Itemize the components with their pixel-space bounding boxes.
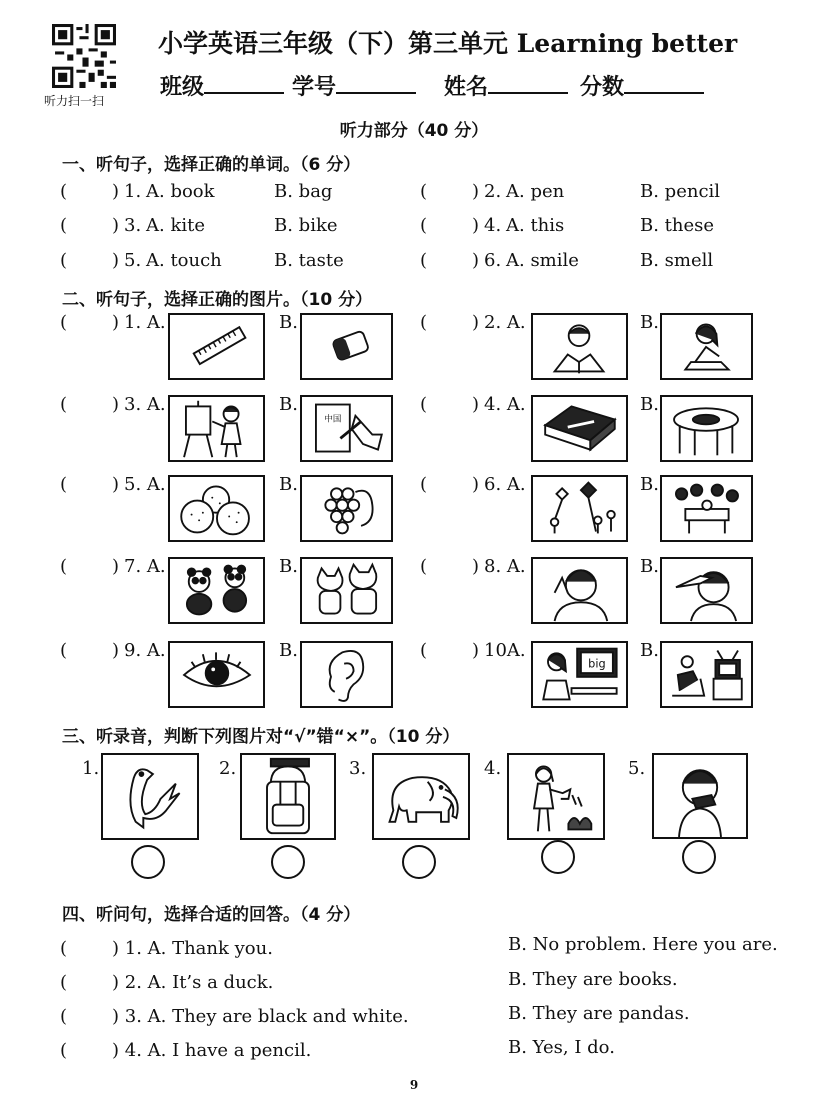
writing-hand-icon <box>316 405 382 452</box>
answer-paren[interactable]: ( <box>420 181 428 202</box>
q-label: 3. A. <box>124 394 166 415</box>
number-blank[interactable] <box>336 74 416 94</box>
option-b: B. taste <box>274 250 344 271</box>
picture-grapes[interactable] <box>300 475 393 542</box>
q-close: ) <box>472 250 480 271</box>
number-field: 学号 <box>292 70 416 101</box>
answer-paren[interactable]: ( <box>420 394 428 415</box>
bird-icon <box>130 769 179 827</box>
q-label: 8. A. <box>484 556 526 577</box>
ruler-icon <box>194 327 246 364</box>
name-field: 姓名 <box>444 70 568 101</box>
section2-heading: 二、听句子，选择正确的图片。（10 分） <box>62 290 373 310</box>
q-close: ) <box>112 474 120 495</box>
eraser-icon <box>332 331 369 361</box>
picture-girl-painting[interactable] <box>168 395 265 462</box>
answer-circle[interactable] <box>271 845 305 879</box>
q-close: ) <box>112 181 120 202</box>
q-label: 7. A. <box>124 556 166 577</box>
pencil-box-icon <box>545 406 615 449</box>
q-close: ) <box>472 394 480 415</box>
picture-pencil-box[interactable] <box>531 395 628 462</box>
option-b-label: B. <box>279 474 298 495</box>
picture-ruler[interactable] <box>168 313 265 380</box>
picture-cats[interactable] <box>300 557 393 624</box>
pandas-icon <box>187 566 246 615</box>
option-b: B. bike <box>274 215 338 236</box>
q-label: 2. A. <box>484 312 526 333</box>
answer-paren[interactable]: ( <box>60 1006 68 1027</box>
q-number: 6. <box>484 250 502 271</box>
q-number: 5. <box>124 250 142 271</box>
picture-schoolbag[interactable] <box>240 753 336 840</box>
q-number: 1. <box>124 181 142 202</box>
answer-paren[interactable]: ( <box>60 1040 68 1061</box>
q-number: 4. <box>484 215 502 236</box>
boy-reading-icon <box>555 325 604 373</box>
q-number: 2. <box>484 181 502 202</box>
section3-heading: 三、听录音，判断下列图片对“√”错“×”。（10 分） <box>62 727 460 747</box>
picture-number: 4. <box>484 758 502 779</box>
q-close: ) <box>472 312 480 333</box>
picture-flying-kites[interactable] <box>531 475 628 542</box>
answer-paren[interactable]: ( <box>420 250 428 271</box>
option-b: B. No problem. Here you are. <box>508 934 778 955</box>
cats-icon <box>318 565 377 614</box>
q-close: ) <box>112 640 120 661</box>
answer-paren[interactable]: ( <box>420 215 428 236</box>
picture-eye[interactable] <box>168 641 265 708</box>
option-b-label: B. <box>640 394 659 415</box>
girl-watering-flowers-icon <box>534 766 591 831</box>
option-a: ) 4. A. I have a pencil. <box>112 1040 312 1061</box>
table-icon <box>674 408 738 455</box>
q-close: ) <box>112 312 120 333</box>
picture-boy-looking[interactable] <box>660 557 753 624</box>
option-b: B. They are pandas. <box>508 1003 690 1024</box>
qr-caption: 听力扫一扫 <box>44 94 105 108</box>
picture-children-at-table[interactable] <box>660 475 753 542</box>
option-a: A. this <box>506 215 565 236</box>
answer-paren[interactable]: ( <box>60 640 68 661</box>
option-a: A. pen <box>506 181 565 202</box>
option-a: ) 1. A. Thank you. <box>112 938 273 959</box>
answer-paren[interactable]: ( <box>60 181 68 202</box>
answer-paren[interactable]: ( <box>420 312 428 333</box>
picture-writing-chinese[interactable] <box>300 395 393 462</box>
option-b-label: B. <box>279 556 298 577</box>
picture-boy-listening[interactable] <box>531 557 628 624</box>
answer-paren[interactable]: ( <box>60 474 68 495</box>
score-field: 分数 <box>580 70 704 101</box>
girl-computer-icon <box>543 649 616 700</box>
man-watching-tv-icon <box>672 651 742 700</box>
option-a: A. book <box>146 181 215 202</box>
option-a: ) 3. A. They are black and white. <box>112 1006 409 1027</box>
option-a: A. touch <box>146 250 222 271</box>
answer-paren[interactable]: ( <box>60 972 68 993</box>
option-b: B. Yes, I do. <box>508 1037 615 1058</box>
q-close: ) <box>112 250 120 271</box>
boy-hand-ear-icon <box>555 570 608 621</box>
boy-eating-icon <box>679 770 721 837</box>
option-b-label: B. <box>640 556 659 577</box>
picture-girl-computer[interactable] <box>531 641 628 708</box>
q-close: ) <box>112 394 120 415</box>
option-b: B. pencil <box>640 181 721 202</box>
option-b: B. They are books. <box>508 969 678 990</box>
answer-paren[interactable]: ( <box>60 215 68 236</box>
q-close: ) <box>472 556 480 577</box>
grapes-icon <box>325 488 372 533</box>
q-label: 5. A. <box>124 474 166 495</box>
picture-ear[interactable] <box>300 641 393 708</box>
answer-paren[interactable]: ( <box>420 640 428 661</box>
picture-elephant[interactable] <box>372 753 470 840</box>
q-close: ) <box>472 474 480 495</box>
picture-man-tv[interactable] <box>660 641 753 708</box>
option-a: A. kite <box>146 215 205 236</box>
class-blank[interactable] <box>204 74 284 94</box>
ear-icon <box>330 651 364 701</box>
answer-paren[interactable]: ( <box>420 556 428 577</box>
q-close: ) <box>472 640 480 661</box>
easel-painting-icon <box>184 401 240 457</box>
picture-number: 1. <box>82 758 100 779</box>
oranges-icon <box>181 486 249 534</box>
picture-number: 5. <box>628 758 646 779</box>
picture-boy-eating[interactable] <box>652 753 748 839</box>
q-label: 6. A. <box>484 474 526 495</box>
answer-paren[interactable]: ( <box>60 556 68 577</box>
elephant-icon <box>390 777 458 822</box>
boy-hand-eyes-icon <box>676 572 736 621</box>
name-blank[interactable] <box>488 74 568 94</box>
option-b: B. these <box>640 215 715 236</box>
answer-circle[interactable] <box>541 840 575 874</box>
answer-circle[interactable] <box>131 845 165 879</box>
picture-oranges[interactable] <box>168 475 265 542</box>
eye-icon <box>184 652 250 686</box>
big-text: big <box>588 657 606 671</box>
q-close: ) <box>472 215 480 236</box>
picture-boy-reading[interactable] <box>531 313 628 380</box>
q-close: ) <box>112 215 120 236</box>
option-b-label: B. <box>640 312 659 333</box>
answer-paren[interactable]: ( <box>60 394 68 415</box>
option-a: A. smile <box>506 250 579 271</box>
picture-table[interactable] <box>660 395 753 462</box>
q-label: 4. A. <box>484 394 526 415</box>
answer-paren[interactable]: ( <box>420 474 428 495</box>
q-close: ) <box>112 556 120 577</box>
china-text: 中国 <box>324 413 342 424</box>
answer-paren[interactable]: ( <box>60 312 68 333</box>
page-number: 9 <box>409 1078 419 1092</box>
option-b-label: B. <box>279 312 298 333</box>
listening-part-heading: 听力部分（40 分） <box>339 121 489 141</box>
children-table-icon <box>676 485 738 534</box>
class-field: 班级 <box>160 70 284 101</box>
section4-heading: 四、听问句，选择合适的回答。（4 分） <box>62 905 361 925</box>
q-label: 9. A. <box>124 640 166 661</box>
q-number: 3. <box>124 215 142 236</box>
q-label: 1. A. <box>124 312 166 333</box>
section1-heading: 一、听句子，选择正确的单词。（6 分） <box>62 155 361 175</box>
option-b-label: B. <box>640 474 659 495</box>
answer-circle[interactable] <box>682 840 716 874</box>
girl-writing-icon <box>685 324 728 369</box>
option-b-label: B. <box>640 640 659 661</box>
picture-pandas[interactable] <box>168 557 265 624</box>
score-blank[interactable] <box>624 74 704 94</box>
answer-paren[interactable]: ( <box>60 250 68 271</box>
picture-number: 2. <box>219 758 237 779</box>
qr-code[interactable] <box>52 24 116 88</box>
answer-circle[interactable] <box>402 845 436 879</box>
q-label: 10A. <box>484 640 526 661</box>
q-close: ) <box>472 181 480 202</box>
option-b-label: B. <box>279 394 298 415</box>
picture-girl-writing[interactable] <box>660 313 753 380</box>
page-title: 小学英语三年级（下）第三单元 Learning better <box>158 29 738 58</box>
option-b: B. smell <box>640 250 714 271</box>
answer-paren[interactable]: ( <box>60 938 68 959</box>
option-b-label: B. <box>279 640 298 661</box>
picture-number: 3. <box>349 758 367 779</box>
kites-icon <box>551 483 615 534</box>
option-b: B. bag <box>274 181 333 202</box>
option-a: ) 2. A. It’s a duck. <box>112 972 274 993</box>
picture-bird[interactable] <box>101 753 199 840</box>
schoolbag-icon <box>267 759 309 833</box>
picture-girl-watering[interactable] <box>507 753 605 840</box>
picture-eraser[interactable] <box>300 313 393 380</box>
